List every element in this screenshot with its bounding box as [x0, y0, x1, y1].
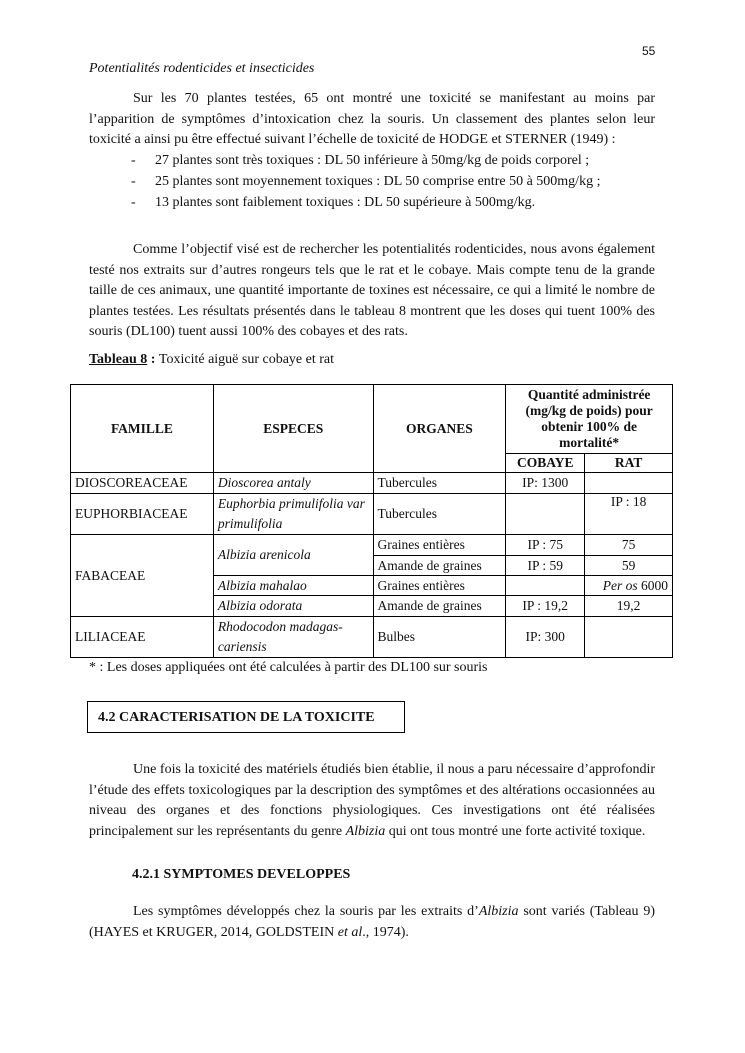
route-label: Per os	[602, 577, 638, 593]
page-number: 55	[642, 44, 656, 58]
cell-cobaye	[506, 576, 585, 596]
cell-organe: Bulbes	[373, 617, 506, 658]
genus-name: Albizia	[345, 823, 386, 839]
cell-espece: Albizia odorata	[213, 596, 373, 617]
cell-cobaye: IP: 1300	[506, 473, 585, 494]
cell-rat: 75	[585, 535, 673, 556]
table-caption: Tableau 8 : Toxicité aiguë sur cobaye et rat	[89, 352, 335, 367]
cell-cobaye	[506, 494, 585, 535]
cell-espece: Rhodocodon madagas-cariensis	[213, 617, 373, 658]
cell-famille: FABACEAE	[71, 535, 214, 617]
cell-famille: LILIACEAE	[71, 617, 214, 658]
section-heading-4-2: 4.2 CARACTERISATION DE LA TOXICITE	[87, 701, 405, 733]
cell-rat	[585, 617, 673, 658]
cell-espece: Albizia mahalao	[213, 576, 373, 596]
table-row	[71, 494, 673, 535]
list-item: - 25 plantes sont moyennement toxiques : DL 50 comprise entre 50 à 500mg/kg ;	[131, 171, 600, 192]
cell-rat: 59	[585, 556, 673, 576]
cell-cobaye: IP : 59	[506, 556, 585, 576]
cell-organe: Tubercules	[373, 473, 506, 494]
cell-cobaye: IP : 75	[506, 535, 585, 556]
table-row	[71, 617, 673, 658]
cell-cobaye: IP : 19,2	[506, 596, 585, 617]
paragraph-rodents: Comme l’objectif visé est de rechercher les potentialités rodenticides, nous avons également testé nos extraits sur d’autres rongeurs tels que le rat et le cobaye. Mais compte tenu de la grande taille de ces animaux, une quantité importante de toxines est nécessaire, ce qui a limité le nombre de plantes testées. Les résultats présentés dans le tableau 8 montrent que les doses qui tuent 100% des souris (DL100) tuent aussi 100% des cobayes et des rats.	[89, 242, 655, 339]
section-title: Potentialités rodenticides et insecticides	[89, 61, 315, 76]
cell-rat: 19,2	[585, 596, 673, 617]
cell-cobaye: IP: 300	[506, 617, 585, 658]
header-organes: ORGANES	[373, 385, 506, 473]
paragraph-toxicity: Une fois la toxicité des matériels étudiés bien établie, il nous a paru nécessaire d’approfondir l’étude des effets toxicologiques par la description des symptômes et des altérations occasionnées au niveau des organes et des fonctions physiologiques. Ces investigations ont été réalisées principalement sur les représentants du genre Albizia qui ont tous montré une forte activité toxique.	[89, 762, 655, 839]
header-quantite: Quantité administrée (mg/kg de poids) pour obtenir 100% de mortalité*	[506, 385, 673, 454]
cell-famille: EUPHORBIACEAE	[71, 494, 214, 535]
paragraph-intro: Sur les 70 plantes testées, 65 ont montré une toxicité se manifestant au moins par l’apparition de symptômes d’intoxication chez la souris. Un classement des plantes selon leur toxicité a ainsi pu être effectué suivant l’échelle de toxicité de HODGE et STERNER (1949) :	[89, 91, 655, 147]
table-row	[71, 473, 673, 494]
toxicity-table	[70, 384, 673, 658]
cell-rat	[585, 473, 673, 494]
list-item: - 27 plantes sont très toxiques : DL 50 inférieure à 50mg/kg de poids corporel ;	[131, 150, 600, 171]
table-caption-label: Tableau 8	[89, 352, 148, 367]
header-famille: FAMILLE	[71, 385, 214, 473]
list-item: - 13 plantes sont faiblement toxiques : DL 50 supérieure à 500mg/kg.	[131, 192, 600, 213]
cell-organe: Amande de graines	[373, 596, 506, 617]
cell-famille: DIOSCOREACEAE	[71, 473, 214, 494]
cell-organe: Graines entières	[373, 535, 506, 556]
paragraph-symptoms: Les symptômes développés chez la souris par les extraits d’Albizia sont variés (Tableau 9) (HAYES et KRUGER, 2014, GOLDSTEIN et al., 1974).	[89, 904, 655, 940]
dose-value: 6000	[641, 577, 668, 593]
cell-organe: Graines entières	[373, 576, 506, 596]
cell-espece: Dioscorea antaly	[213, 473, 373, 494]
toxicity-class-list	[131, 150, 600, 213]
header-rat: RAT	[585, 454, 673, 473]
table-row	[71, 535, 673, 556]
cell-rat	[585, 576, 673, 596]
table-caption-text: Toxicité aiguë sur cobaye et rat	[158, 352, 335, 367]
cell-organe: Amande de graines	[373, 556, 506, 576]
cell-organe: Tubercules	[373, 494, 506, 535]
genus-name: Albizia	[478, 904, 519, 919]
cell-rat: IP : 18	[585, 494, 673, 535]
cell-espece: Euphorbia primulifolia var primulifolia	[213, 494, 373, 535]
et-al: et al	[337, 924, 363, 940]
header-especes: ESPECES	[213, 385, 373, 473]
cell-espece: Albizia arenicola	[213, 535, 373, 576]
section-heading-4-2-1: 4.2.1 SYMPTOMES DEVELOPPES	[132, 867, 351, 882]
table-footnote: * : Les doses appliquées ont été calculées à partir des DL100 sur souris	[89, 660, 488, 675]
header-cobaye: COBAYE	[506, 454, 585, 473]
